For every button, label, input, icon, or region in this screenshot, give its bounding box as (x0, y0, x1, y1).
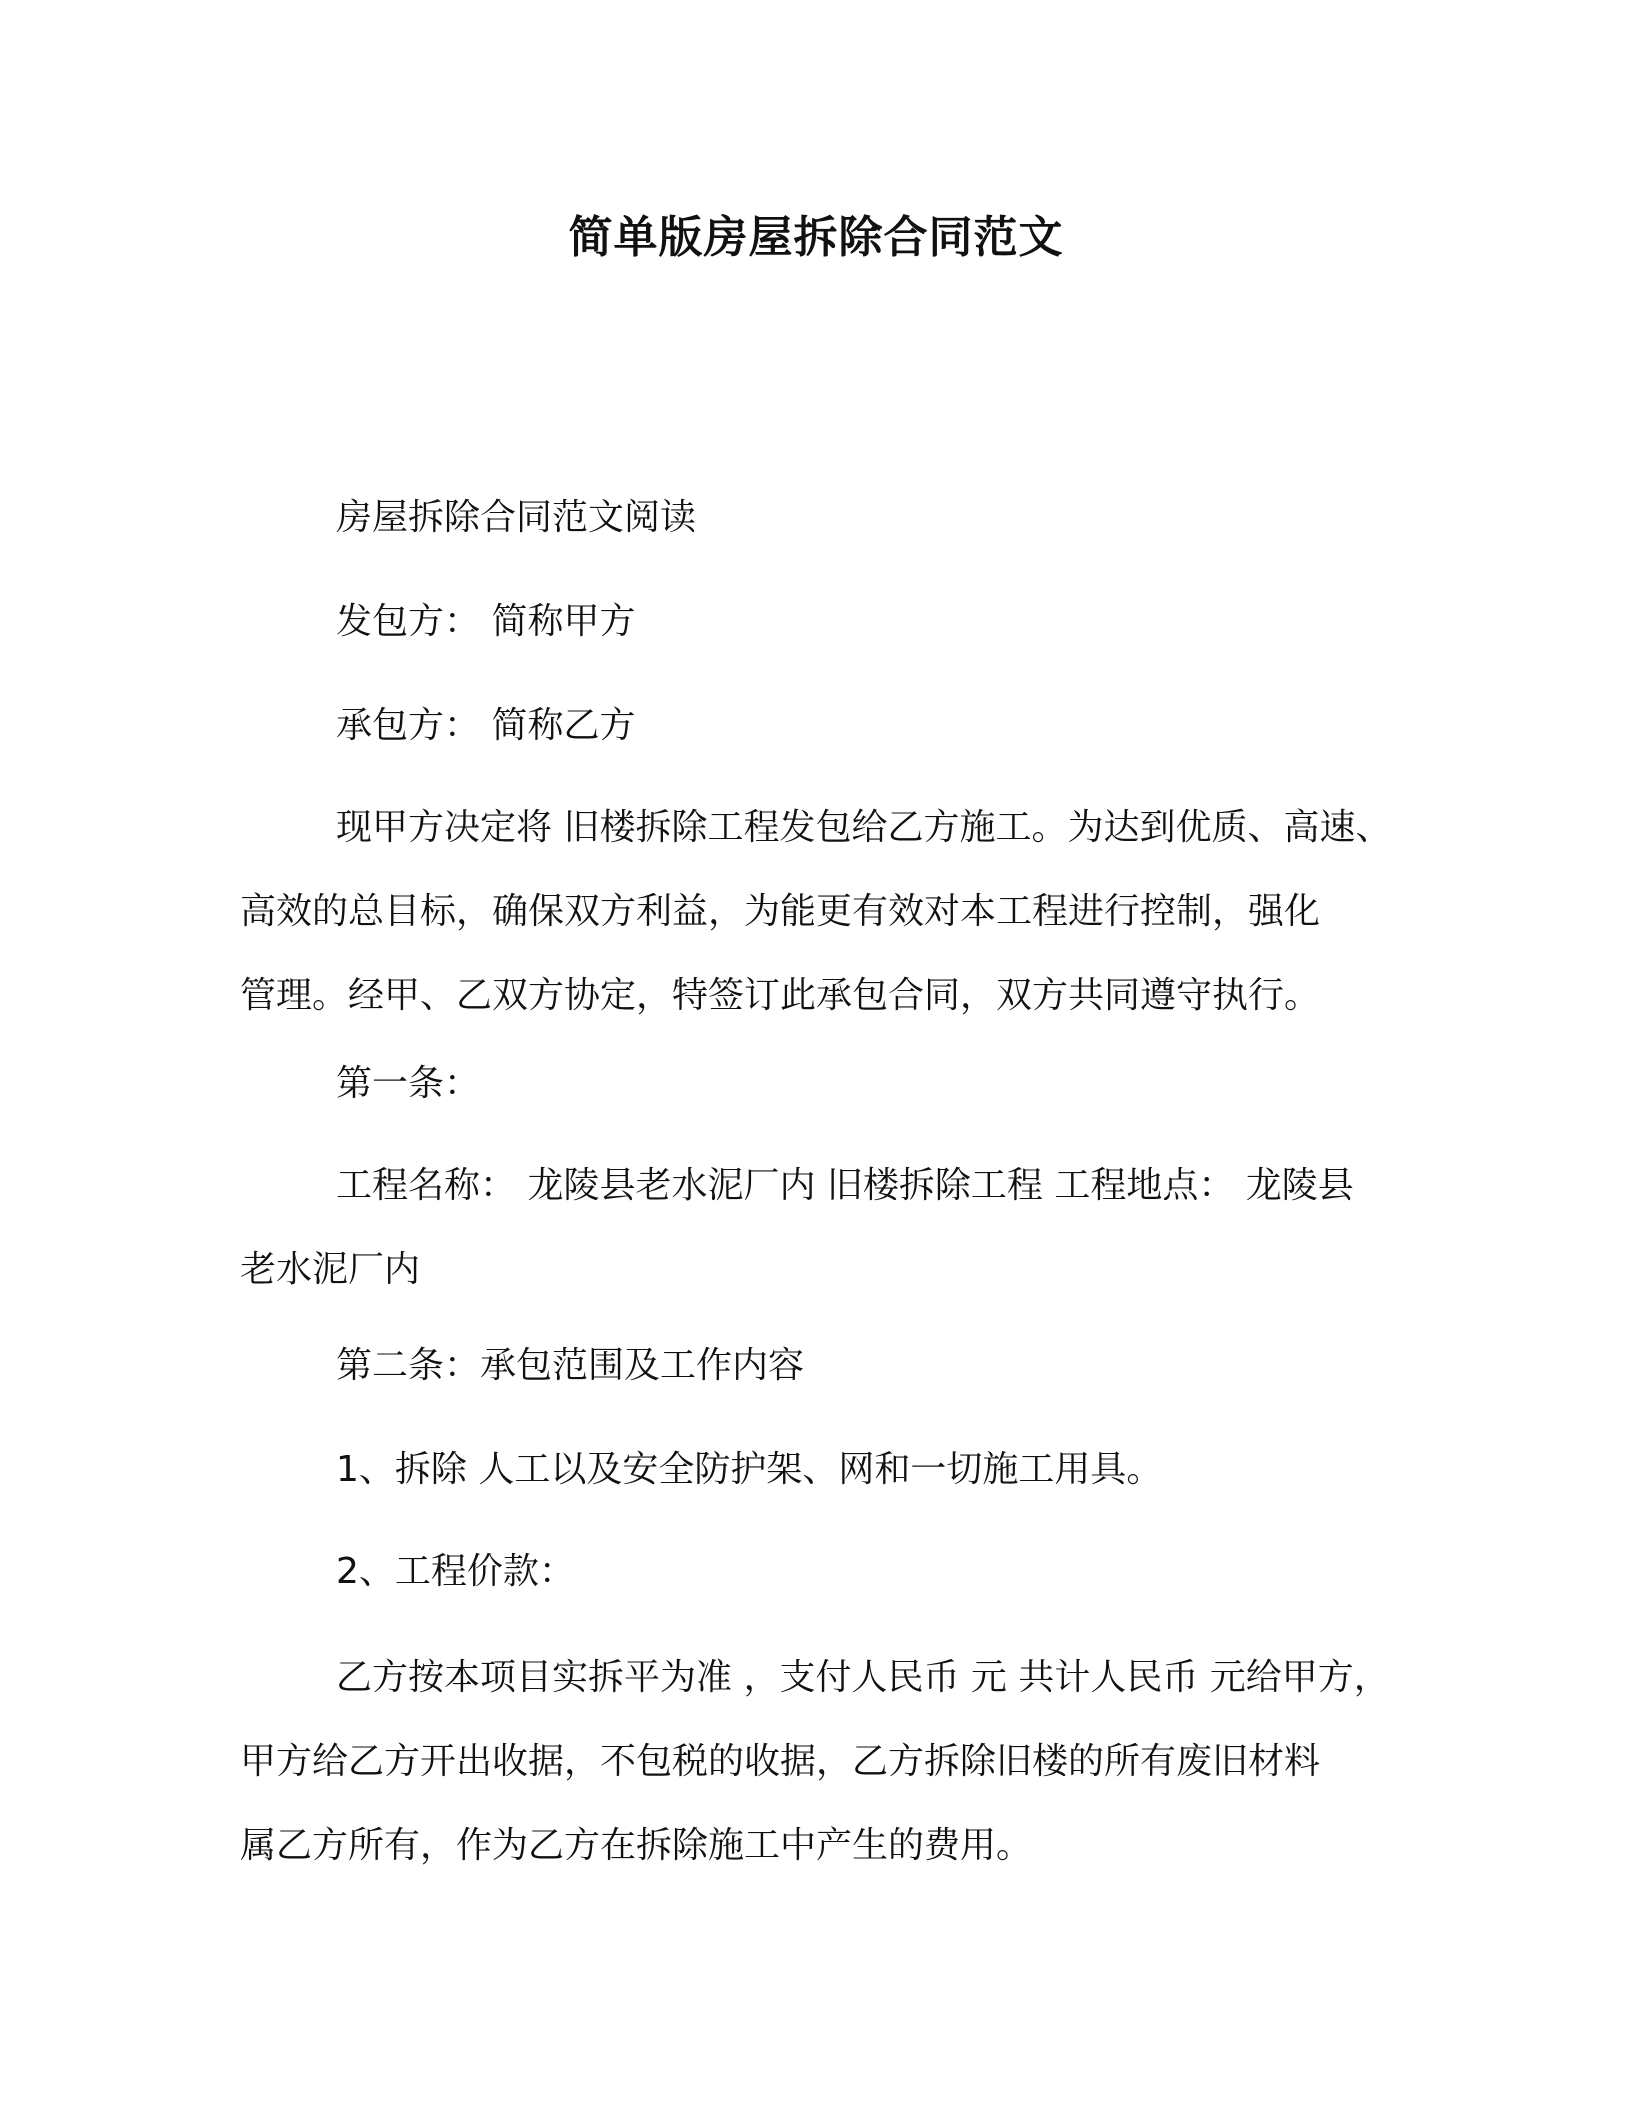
article-2-heading: 第二条：承包范围及工作内容 (336, 1345, 805, 1386)
payment-paragraph (240, 1636, 1410, 1888)
party-b-line: 承包方： 简称乙方 (336, 705, 636, 746)
article-1-line-2: 老水泥厂内 (240, 1249, 421, 1290)
intro-paragraph (240, 786, 1410, 1038)
payment-line-1: 乙方按本项目实拆平为准 ，支付人民币 元 共计人民币 元给甲方， (336, 1657, 1390, 1698)
list-item-1: 1、拆除 人工以及安全防护架、网和一切施工用具。 (336, 1449, 1163, 1490)
intro-line-1: 现甲方决定将 旧楼拆除工程发包给乙方施工。为达到优质、高速、 (336, 807, 1392, 848)
party-a-line: 发包方： 简称甲方 (336, 601, 636, 642)
subtitle: 房屋拆除合同范文阅读 (336, 497, 697, 538)
list-item-2: 2、工程价款： (336, 1551, 575, 1592)
intro-line-3: 管理。经甲、乙双方协定，特签订此承包合同，双方共同遵守执行。 (240, 975, 1321, 1016)
article-1-body (240, 1144, 1410, 1312)
payment-line-3: 属乙方所有，作为乙方在拆除施工中产生的费用。 (240, 1825, 1033, 1866)
intro-line-2: 高效的总目标，确保双方利益，为能更有效对本工程进行控制，强化 (240, 891, 1321, 932)
payment-line-2: 甲方给乙方开出收据，不包税的收据，乙方拆除旧楼的所有废旧材料 (240, 1741, 1321, 1782)
article-1-heading: 第一条： (336, 1063, 481, 1104)
article-1-line-1: 工程名称： 龙陵县老水泥厂内 旧楼拆除工程 工程地点： 龙陵县 (336, 1165, 1354, 1206)
document-title: 简单版房屋拆除合同范文 (568, 212, 1064, 263)
